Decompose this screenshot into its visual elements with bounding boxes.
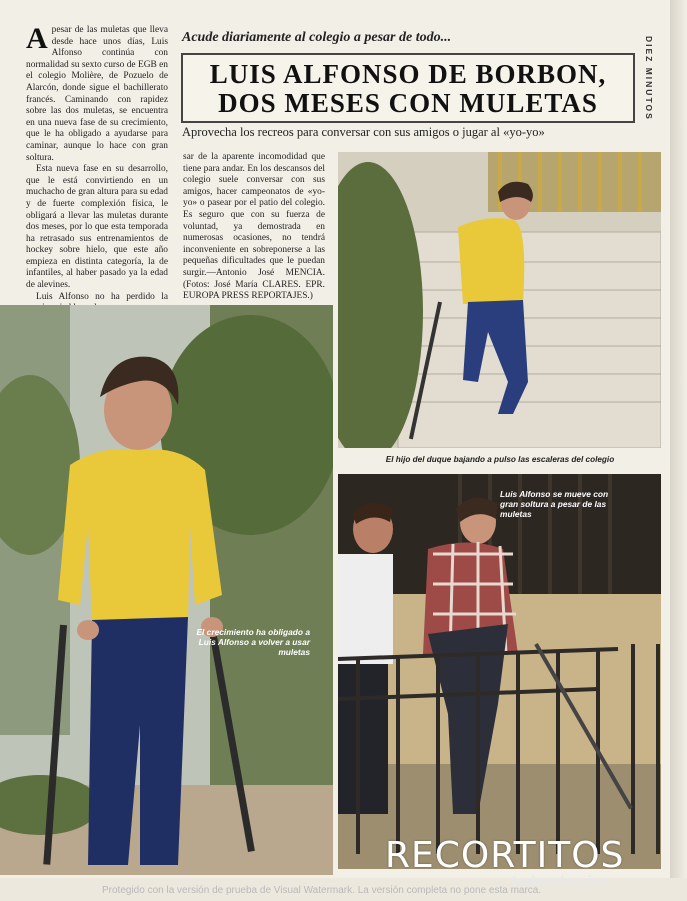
headline-box	[181, 53, 635, 123]
drop-cap: A	[26, 22, 48, 55]
watermark-footer: Protegido con la versión de prueba de Visual Watermark. La versión completa no pone esta marca.	[102, 885, 542, 896]
caption-photo-2: El hijo del duque bajando a pulso las escaleras del colegio	[385, 455, 615, 464]
article-paragraph-1: pesar de las muletas que lleva desde hace unos días, Luis Alfonso continúa con normalidad su sexto curso de EGB en el colegio Molière, de Pozuelo de Alarcón, donde sigue el bachillerato francés. Caminando con rapidez sobre las dos muletas, se encuentra en una nueva fase de su crecimiento, que le ha obligado a ayudarse para caminar, aunque lo hace con gran soltura.	[26, 25, 168, 163]
article-column-1	[26, 22, 168, 315]
caption-photo-1: El crecimiento ha obligado a Luis Alfonso a volver a usar muletas	[196, 627, 310, 657]
caption-photo-3: Luis Alfonso se mueve con gran soltura a pesar de las muletas	[500, 489, 609, 519]
article-column-2	[183, 152, 325, 303]
section-label: DIEZ MINUTOS	[644, 36, 654, 121]
photo-boy-crutches-illustration	[0, 305, 333, 875]
article-paragraph-3: Luis Alfonso no ha perdido la	[36, 291, 168, 302]
photo-stairs-illustration	[338, 152, 661, 448]
photo-school-yard-illustration	[338, 474, 661, 869]
watermark-brand: RECORTITOS	[385, 835, 625, 876]
photo-boy-crutches	[0, 305, 333, 875]
headline-line-2: DOS MESES CON MULETAS	[218, 88, 598, 118]
watermark-site: todocoleccion	[512, 873, 610, 888]
kicker: Acude diariamente al colegio a pesar de todo...	[182, 30, 452, 45]
article-paragraph-4: sar de la aparente incomodidad que tiene para andar. En los descansos del colegio suele conversar con sus amigos, hacer campeonatos de «yo-yo» o pasear por el patio del colegio. Es seguro que con su fuerza de voluntad, ya demostrada en numerosas ocasiones, no tendrá inconveniente en sobreponerse a las pequeñas dificultades que le puedan surgir.—Antonio José MENCIA. (Fotos: José María CLARES. EPR. EUROPA PRESS REPORTAJES.)	[183, 152, 325, 302]
photo-school-yard	[338, 474, 661, 869]
deck: Aprovecha los recreos para conversar con sus amigos o jugar al «yo-yo»	[182, 125, 545, 139]
article-paragraph-2: Esta nueva fase en su desarrollo, que le está convirtiendo en un muchacho de gran altura para su edad y de fuerte complexión física, le obligará a llevar las muletas durante dos meses, por lo que esta temporada ha retrasado sus entrenamientos de hockey sobre hielo, que este año empieza en distinta categoría, la de infantiles, al haber pasado ya la edad de alevines.	[26, 164, 168, 291]
photo-stairs	[338, 152, 661, 448]
page-edge	[670, 0, 687, 901]
headline-line-1: LUIS ALFONSO DE BORBON,	[209, 59, 607, 89]
